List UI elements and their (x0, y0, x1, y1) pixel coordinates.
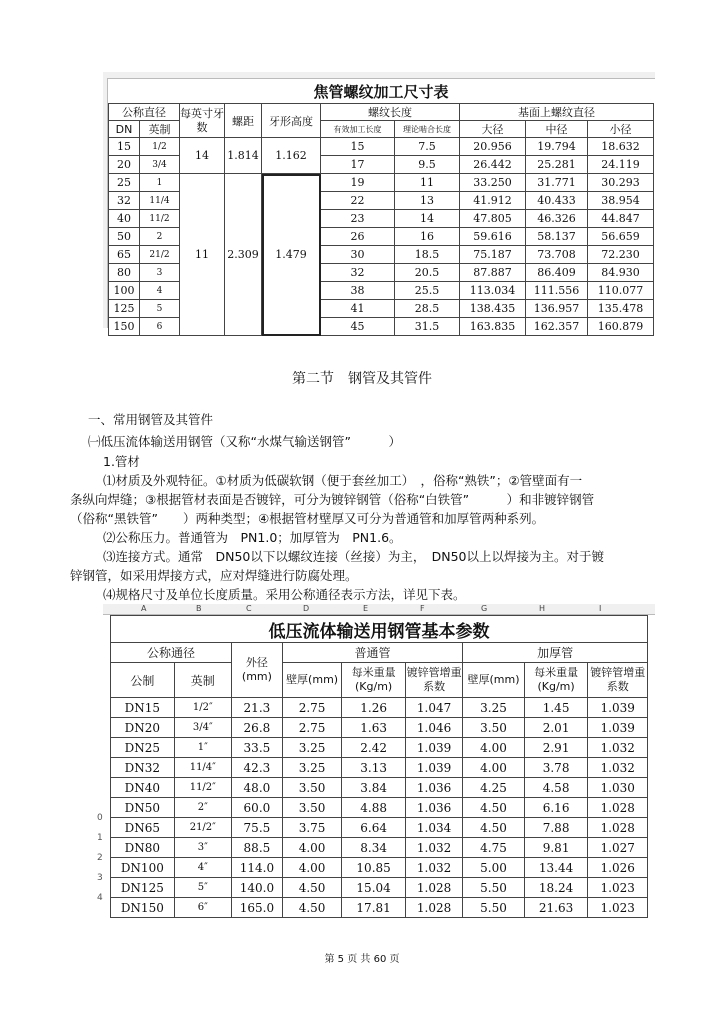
cell-mid: 40.433 (526, 192, 588, 210)
paragraph-line: （俗称“黑铁管” ）两种类型；④根据管材壁厚又可分为普通管和加厚管两种系列。 (70, 511, 545, 526)
cell-mid: 111.556 (526, 282, 588, 300)
row-number: 0 (97, 813, 103, 823)
cell-minor: 110.077 (588, 282, 654, 300)
cell-mid: 19.794 (526, 138, 588, 156)
cell-g1: 1.039 (405, 758, 462, 778)
cell-inch: 3/4″ (174, 718, 231, 738)
table-row (111, 818, 648, 838)
cell-w2: 3.25 (463, 698, 525, 718)
cell-w1: 2.75 (282, 718, 341, 738)
header-nominal-bore: 公称通径 (111, 643, 232, 663)
cell-minor: 84.930 (588, 264, 654, 282)
cell-m2: 6.16 (524, 798, 588, 818)
cell-dn: DN40 (111, 778, 175, 798)
row-number: 3 (97, 873, 103, 883)
cell-inch: 6″ (174, 898, 231, 918)
header-inch: 英制 (140, 121, 180, 138)
cell-dn: 80 (109, 264, 140, 282)
cell-eff: 41 (321, 300, 395, 318)
cell-w2: 4.25 (463, 778, 525, 798)
cell-g1: 1.032 (405, 858, 462, 878)
cell-mid: 25.281 (526, 156, 588, 174)
header-outer-diameter: 外径(mm) (231, 643, 282, 698)
cell-major: 26.442 (460, 156, 526, 174)
cell-eff: 38 (321, 282, 395, 300)
cell-height: 1.479 (262, 174, 321, 336)
cell-w1: 4.50 (282, 878, 341, 898)
cell-g2: 1.039 (588, 718, 648, 738)
cell-minor: 18.632 (588, 138, 654, 156)
cell-w2: 5.00 (463, 858, 525, 878)
cell-minor: 38.954 (588, 192, 654, 210)
table-row (111, 798, 648, 818)
header-dn: DN (109, 121, 140, 138)
cell-m2: 9.81 (524, 838, 588, 858)
header-weight-normal: 每米重量(Kg/m) (342, 663, 406, 698)
cell-mid: 58.137 (526, 228, 588, 246)
cell-major: 33.250 (460, 174, 526, 192)
cell-g2: 1.028 (588, 818, 648, 838)
cell-major: 138.435 (460, 300, 526, 318)
cell-w2: 3.50 (463, 718, 525, 738)
cell-g2: 1.026 (588, 858, 648, 878)
cell-dn: DN100 (111, 858, 175, 878)
cell-g1: 1.036 (405, 778, 462, 798)
cell-od: 48.0 (231, 778, 282, 798)
cell-m1: 10.85 (342, 858, 406, 878)
header-base-diameter: 基面上螺纹直径 (460, 104, 654, 121)
cell-od: 114.0 (231, 858, 282, 878)
cell-tpi: 11 (180, 174, 225, 336)
cell-eng: 18.5 (395, 246, 460, 264)
cell-w1: 3.75 (282, 818, 341, 838)
header-weight-thick: 每米重量(Kg/m) (524, 663, 588, 698)
section-title: 第二节 钢管及其管件 (292, 371, 432, 387)
table2-title: 低压流体输送用钢管基本参数 (111, 616, 648, 643)
header-tpi: 每英寸牙数 (180, 104, 225, 138)
cell-inch: 21/2″ (174, 818, 231, 838)
header-galv-thick: 镀锌管增重系数 (588, 663, 648, 698)
cell-eff: 22 (321, 192, 395, 210)
paragraph-line: ⑴材质及外观特征。①材质为低碳软钢（便于套丝加工） ，俗称“熟铁”；②管壁面有一 (103, 473, 583, 488)
cell-m1: 1.26 (342, 698, 406, 718)
cell-eng: 28.5 (395, 300, 460, 318)
heading-common-pipes: 一、常用钢管及其管件 (88, 412, 214, 427)
cell-g2: 1.032 (588, 738, 648, 758)
cell-g2: 1.032 (588, 758, 648, 778)
cell-dn: DN15 (111, 698, 175, 718)
cell-inch: 1/2″ (174, 698, 231, 718)
cell-m1: 6.64 (342, 818, 406, 838)
cell-inch: 3″ (174, 838, 231, 858)
cell-m1: 3.84 (342, 778, 406, 798)
cell-w1: 3.25 (282, 738, 341, 758)
cell-m2: 18.24 (524, 878, 588, 898)
cell-m1: 4.88 (342, 798, 406, 818)
header-major-diameter: 大径 (460, 121, 526, 138)
table-row (111, 738, 648, 758)
table-row (111, 718, 648, 738)
column-letter: I (599, 604, 602, 613)
header-thick-pipe: 加厚管 (463, 643, 648, 663)
table1-title: 焦管螺纹加工尺寸表 (109, 79, 654, 104)
cell-inch: 11/2″ (174, 778, 231, 798)
column-letter: G (481, 604, 488, 613)
paragraph-line: ⑷规格尺寸及单位长度质量。采用公称通径表示方法，详见下表。 (103, 587, 466, 602)
cell-dn: 40 (109, 210, 140, 228)
cell-w1: 3.25 (282, 758, 341, 778)
cell-inch: 2″ (174, 798, 231, 818)
cell-m2: 21.63 (524, 898, 588, 918)
column-header-bar (103, 72, 655, 79)
cell-height: 1.162 (262, 138, 321, 174)
row-number: 2 (97, 853, 103, 863)
cell-inch: 5 (140, 300, 180, 318)
cell-eng: 20.5 (395, 264, 460, 282)
cell-major: 113.034 (460, 282, 526, 300)
cell-inch: 2 (140, 228, 180, 246)
cell-major: 87.887 (460, 264, 526, 282)
cell-minor: 24.119 (588, 156, 654, 174)
cell-g2: 1.030 (588, 778, 648, 798)
cell-eff: 32 (321, 264, 395, 282)
cell-dn: DN65 (111, 818, 175, 838)
table-row (111, 898, 648, 918)
cell-minor: 56.659 (588, 228, 654, 246)
cell-g1: 1.034 (405, 818, 462, 838)
cell-m1: 2.42 (342, 738, 406, 758)
cell-w2: 4.50 (463, 798, 525, 818)
column-letter: E (363, 604, 369, 613)
cell-m2: 1.45 (524, 698, 588, 718)
cell-m2: 3.78 (524, 758, 588, 778)
cell-inch: 11/4 (140, 192, 180, 210)
heading-low-pressure-pipe: ㈠低压流体输送用钢管（又称“水煤气输送钢管” ） (88, 434, 401, 449)
cell-dn: 125 (109, 300, 140, 318)
cell-eng: 11 (395, 174, 460, 192)
cell-minor: 72.230 (588, 246, 654, 264)
cell-dn: DN50 (111, 798, 175, 818)
cell-eff: 45 (321, 318, 395, 336)
cell-w1: 4.50 (282, 898, 341, 918)
cell-dn: DN20 (111, 718, 175, 738)
cell-w1: 2.75 (282, 698, 341, 718)
cell-inch: 1″ (174, 738, 231, 758)
cell-mid: 73.708 (526, 246, 588, 264)
column-letter: F (420, 604, 425, 613)
cell-g1: 1.028 (405, 878, 462, 898)
cell-m2: 13.44 (524, 858, 588, 878)
cell-od: 42.3 (231, 758, 282, 778)
column-letter: B (196, 604, 202, 613)
cell-w2: 5.50 (463, 898, 525, 918)
cell-inch: 6 (140, 318, 180, 336)
header-minor-diameter: 小径 (588, 121, 654, 138)
paragraph-line: 条纵向焊缝；③根据管材表面是否镀锌，可分为镀锌钢管（俗称“白铁管” ）和非镀锌钢管 (70, 492, 595, 507)
cell-od: 165.0 (231, 898, 282, 918)
cell-major: 59.616 (460, 228, 526, 246)
cell-g1: 1.047 (405, 698, 462, 718)
cell-od: 60.0 (231, 798, 282, 818)
cell-g1: 1.032 (405, 838, 462, 858)
cell-eff: 17 (321, 156, 395, 174)
cell-inch: 3 (140, 264, 180, 282)
cell-dn: 25 (109, 174, 140, 192)
cell-g2: 1.023 (588, 898, 648, 918)
header-wall-thick: 壁厚(mm) (463, 663, 525, 698)
cell-w1: 3.50 (282, 798, 341, 818)
cell-w2: 4.00 (463, 758, 525, 778)
header-nominal: 公称直径 (109, 104, 180, 121)
paragraph-line: 锌钢管，如采用焊接方式，应对焊缝进行防腐处理。 (70, 568, 358, 583)
cell-w2: 4.00 (463, 738, 525, 758)
cell-eng: 31.5 (395, 318, 460, 336)
column-letter: A (141, 604, 147, 613)
cell-g2: 1.023 (588, 878, 648, 898)
column-letter: D (303, 604, 310, 613)
cell-eff: 15 (321, 138, 395, 156)
cell-mid: 86.409 (526, 264, 588, 282)
cell-w1: 4.00 (282, 838, 341, 858)
cell-w2: 4.75 (463, 838, 525, 858)
cell-dn: DN125 (111, 878, 175, 898)
cell-eff: 26 (321, 228, 395, 246)
cell-inch: 1 (140, 174, 180, 192)
cell-eff: 23 (321, 210, 395, 228)
table-row (111, 698, 648, 718)
cell-od: 75.5 (231, 818, 282, 838)
cell-eng: 14 (395, 210, 460, 228)
cell-eff: 19 (321, 174, 395, 192)
cell-dn: DN80 (111, 838, 175, 858)
table-row (111, 838, 648, 858)
cell-tpi: 14 (180, 138, 225, 174)
cell-mid: 162.357 (526, 318, 588, 336)
row-number: 1 (97, 833, 103, 843)
cell-dn: DN32 (111, 758, 175, 778)
cell-od: 88.5 (231, 838, 282, 858)
cell-od: 21.3 (231, 698, 282, 718)
steel-pipe-sheet (97, 604, 655, 915)
cell-eng: 9.5 (395, 156, 460, 174)
cell-g1: 1.039 (405, 738, 462, 758)
cell-od: 33.5 (231, 738, 282, 758)
table-row (111, 858, 648, 878)
cell-inch: 11/2 (140, 210, 180, 228)
paragraph-line: ⑵公称压力。普通管为 PN1.0；加厚管为 PN1.6。 (103, 530, 402, 545)
header-galv-normal: 镀锌管增重系数 (405, 663, 462, 698)
heading-pipe-material: 1.管材 (103, 454, 140, 469)
cell-m1: 8.34 (342, 838, 406, 858)
cell-inch: 5″ (174, 878, 231, 898)
table-row (111, 878, 648, 898)
cell-minor: 44.847 (588, 210, 654, 228)
cell-m1: 17.81 (342, 898, 406, 918)
cell-g1: 1.046 (405, 718, 462, 738)
cell-pitch: 2.309 (225, 174, 262, 336)
thread-dimension-table (108, 79, 654, 336)
cell-major: 75.187 (460, 246, 526, 264)
header-normal-pipe: 普通管 (282, 643, 462, 663)
steel-pipe-parameter-table (110, 615, 648, 918)
header-thread-length: 螺纹长度 (321, 104, 460, 121)
cell-g2: 1.028 (588, 798, 648, 818)
cell-g1: 1.028 (405, 898, 462, 918)
cell-w1: 4.00 (282, 858, 341, 878)
cell-minor: 135.478 (588, 300, 654, 318)
cell-dn: 32 (109, 192, 140, 210)
cell-dn: 150 (109, 318, 140, 336)
cell-pitch: 1.814 (225, 138, 262, 174)
cell-od: 26.8 (231, 718, 282, 738)
column-header-bar (103, 604, 655, 615)
cell-m1: 15.04 (342, 878, 406, 898)
row-number: 4 (97, 893, 103, 903)
table-row (109, 174, 654, 192)
paragraph-line: ⑶连接方式。通常 DN50以下以螺纹连接（丝接）为主， DN50以上以焊接为主。对于镀 (103, 549, 605, 564)
cell-mid: 136.957 (526, 300, 588, 318)
cell-inch: 4 (140, 282, 180, 300)
cell-major: 163.835 (460, 318, 526, 336)
header-wall-normal: 壁厚(mm) (282, 663, 341, 698)
cell-g1: 1.036 (405, 798, 462, 818)
cell-dn: DN150 (111, 898, 175, 918)
cell-inch: 11/4″ (174, 758, 231, 778)
cell-w2: 4.50 (463, 818, 525, 838)
cell-eng: 25.5 (395, 282, 460, 300)
table-row (111, 778, 648, 798)
cell-eff: 30 (321, 246, 395, 264)
cell-mid: 46.326 (526, 210, 588, 228)
cell-dn: 15 (109, 138, 140, 156)
header-inch: 英制 (174, 663, 231, 698)
cell-eng: 16 (395, 228, 460, 246)
cell-m2: 2.01 (524, 718, 588, 738)
cell-dn: 20 (109, 156, 140, 174)
cell-m2: 4.58 (524, 778, 588, 798)
header-thread-height: 牙形高度 (262, 104, 321, 138)
column-letter: C (246, 604, 252, 613)
thread-dimension-sheet (103, 72, 655, 333)
cell-g2: 1.039 (588, 698, 648, 718)
cell-dn: DN25 (111, 738, 175, 758)
cell-inch: 1/2 (140, 138, 180, 156)
cell-dn: 65 (109, 246, 140, 264)
cell-major: 47.805 (460, 210, 526, 228)
cell-m1: 1.63 (342, 718, 406, 738)
table-row (111, 758, 648, 778)
cell-inch: 21/2 (140, 246, 180, 264)
cell-m2: 2.91 (524, 738, 588, 758)
table-row (109, 138, 654, 156)
cell-inch: 3/4 (140, 156, 180, 174)
page-footer: 第 5 页 共 60 页 (324, 954, 400, 965)
cell-mid: 31.771 (526, 174, 588, 192)
cell-m2: 7.88 (524, 818, 588, 838)
cell-major: 41.912 (460, 192, 526, 210)
cell-inch: 4″ (174, 858, 231, 878)
header-pitch: 螺距 (225, 104, 262, 138)
header-effective-length: 有效加工长度 (321, 121, 395, 138)
cell-eng: 7.5 (395, 138, 460, 156)
header-engage-length: 理论啮合长度 (395, 121, 460, 138)
cell-minor: 30.293 (588, 174, 654, 192)
cell-major: 20.956 (460, 138, 526, 156)
header-pitch-diameter: 中径 (526, 121, 588, 138)
cell-eng: 13 (395, 192, 460, 210)
cell-dn: 50 (109, 228, 140, 246)
cell-dn: 100 (109, 282, 140, 300)
column-letter: H (539, 604, 546, 613)
header-metric: 公制 (111, 663, 175, 698)
cell-od: 140.0 (231, 878, 282, 898)
cell-w2: 5.50 (463, 878, 525, 898)
cell-m1: 3.13 (342, 758, 406, 778)
cell-g2: 1.027 (588, 838, 648, 858)
cell-w1: 3.50 (282, 778, 341, 798)
cell-minor: 160.879 (588, 318, 654, 336)
